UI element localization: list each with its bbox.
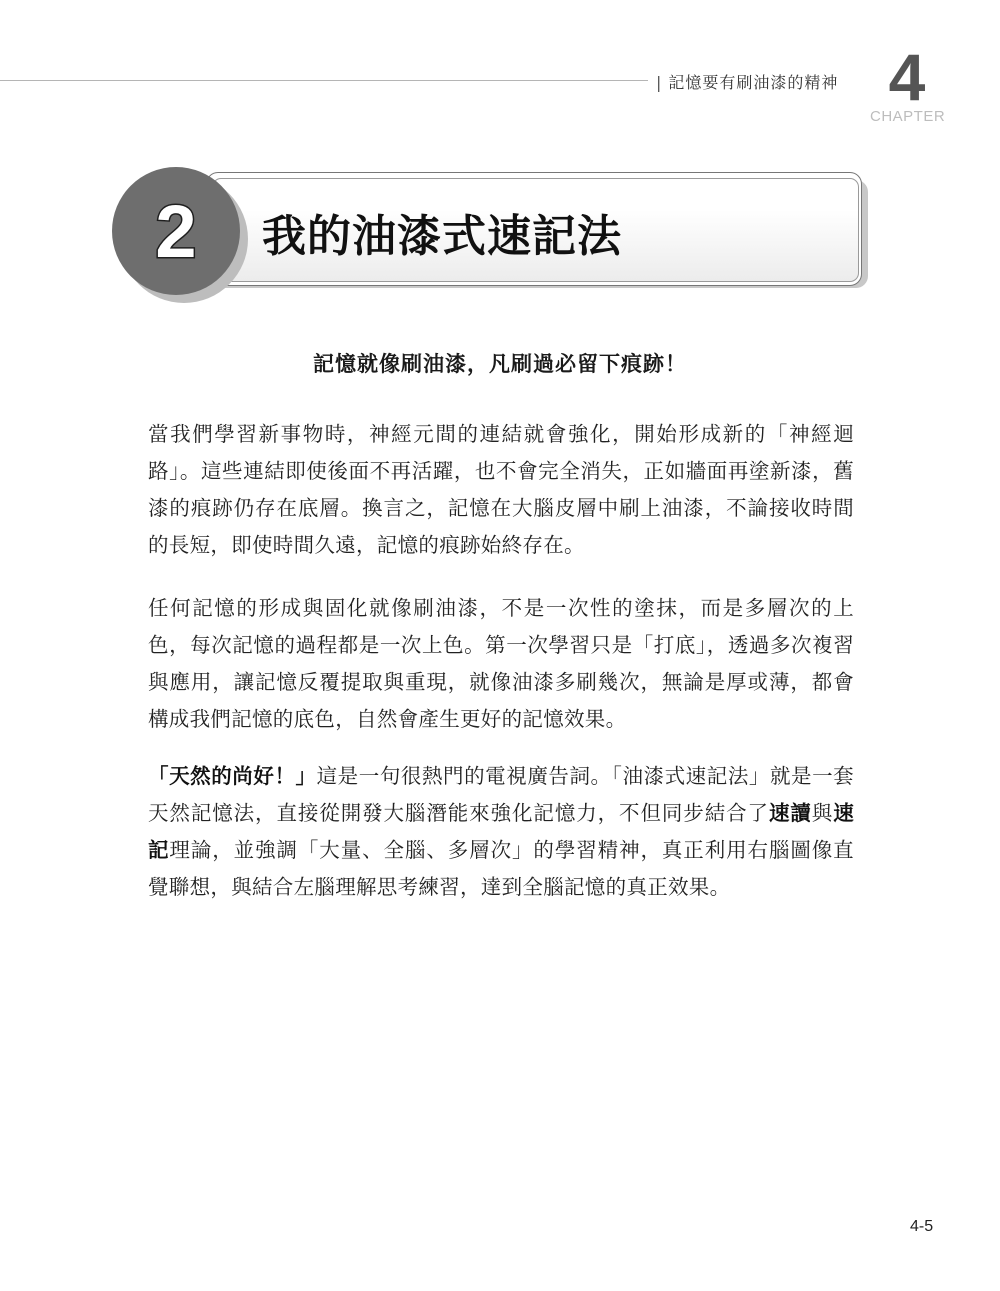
running-header-title: 記憶要有刷油漆的精神 bbox=[668, 73, 839, 92]
slogan-quote: 「天然的尚好！」 bbox=[148, 764, 317, 788]
paragraph-text: 理論，並強調「大量、全腦、多層次」的學習精神，真正利用右腦圖像直覺聯想，與結合左腦理解思考練習，達到全腦記憶的真正效果。 bbox=[148, 838, 854, 899]
chapter-number: 4 bbox=[888, 40, 926, 114]
header-rule bbox=[0, 80, 648, 81]
chapter-label: CHAPTER bbox=[870, 108, 946, 125]
section-number: 2 bbox=[155, 189, 197, 273]
body-paragraph-2: 任何記憶的形成與固化就像刷油漆，不是一次性的塗抹，而是多層次的上色，每次記憶的過程都是一次上色。第一次學習只是「打底」，透過多次複習與應用，讓記憶反覆提取與重現，就像油漆多刷幾次，無論是厚或薄，都會構成我們記憶的底色，自然會產生更好的記憶效果。 bbox=[148, 596, 854, 731]
section-title: 我的油漆式速記法 bbox=[262, 211, 622, 262]
page-number: 4-5 bbox=[910, 1218, 934, 1235]
term-speed-reading: 速讀 bbox=[768, 801, 812, 825]
section-subtitle: 記憶就像刷油漆，凡刷過必留下痕跡！ bbox=[313, 352, 687, 376]
header-separator: | bbox=[656, 73, 663, 92]
term-speed-memory: 速記 bbox=[148, 801, 854, 862]
body-paragraph-3 bbox=[148, 758, 854, 906]
paragraph-text: 與 bbox=[811, 801, 834, 825]
body-paragraph-1: 當我們學習新事物時，神經元間的連結就會強化，開始形成新的「神經迴路」。這些連結即使後面不再活躍，也不會完全消失，正如牆面再塗新漆，舊漆的痕跡仍存在底層。換言之，記憶在大腦皮層中刷上油漆，不論接收時間的長短，即使時間久遠，記憶的痕跡始終存在。 bbox=[148, 422, 854, 557]
paragraph-text: 這是一句很熱門的電視廣告詞。「油漆式速記法」就是一套天然記憶法，直接從開發大腦潛能來強化記憶力，不但同步結合了 bbox=[148, 764, 854, 825]
running-header bbox=[656, 70, 838, 93]
